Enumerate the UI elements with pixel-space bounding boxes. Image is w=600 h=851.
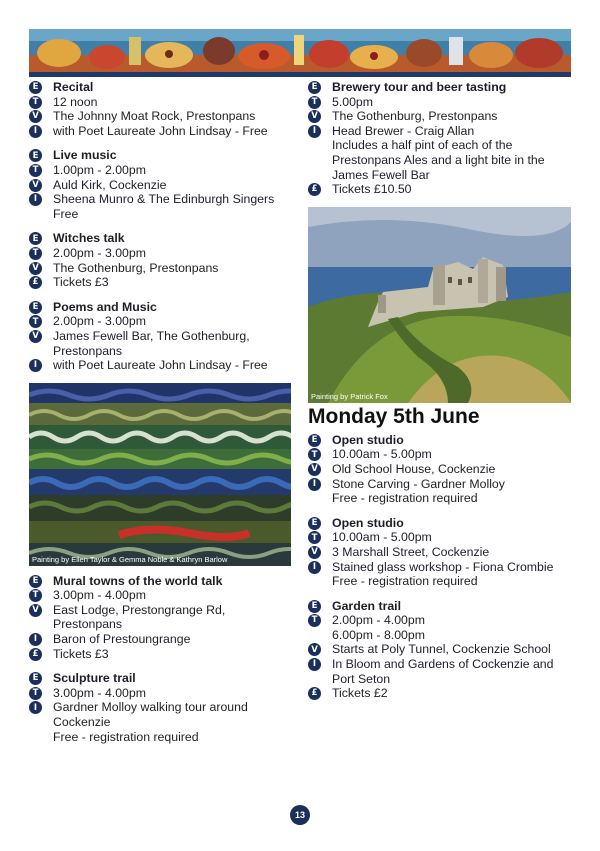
event-detail: 10.00am - 5.00pm xyxy=(332,530,432,545)
event-line xyxy=(308,433,573,448)
left-column xyxy=(29,80,297,754)
info-icon: I xyxy=(29,633,42,646)
event-icon: E xyxy=(308,517,321,530)
time-icon: T xyxy=(29,164,42,177)
venue-icon: V xyxy=(308,643,321,656)
time-icon: T xyxy=(308,614,321,627)
event-title: Open studio xyxy=(332,515,404,530)
event-detail: Gardner Molloy walking tour around Cockenzie Free - registration required xyxy=(53,700,248,744)
event-title: Live music xyxy=(53,148,117,163)
event-item xyxy=(29,231,297,289)
price-icon: £ xyxy=(308,183,321,196)
event-line xyxy=(29,95,297,110)
time-icon: T xyxy=(29,96,42,109)
event-line xyxy=(308,447,573,462)
event-detail: Stained glass workshop - Fiona Crombie Free - registration required xyxy=(332,559,554,589)
event-icon: E xyxy=(29,301,42,314)
event-detail: 2.00pm - 3.00pm xyxy=(53,314,146,329)
left-events-bottom xyxy=(29,574,297,745)
header-rule xyxy=(29,72,571,77)
event-line xyxy=(29,671,297,686)
event-line xyxy=(308,642,573,657)
info-icon: I xyxy=(308,478,321,491)
header-mural-banner xyxy=(29,29,571,72)
event-line xyxy=(308,124,573,182)
time-icon: T xyxy=(29,247,42,260)
event-line xyxy=(29,109,297,124)
event-detail: Tickets £3 xyxy=(53,275,109,290)
event-title: Garden trail xyxy=(332,598,402,613)
event-line xyxy=(29,124,297,139)
time-icon: T xyxy=(308,96,321,109)
event-icon: E xyxy=(308,81,321,94)
event-line xyxy=(29,246,297,261)
info-icon: I xyxy=(308,561,321,574)
event-line xyxy=(308,530,573,545)
event-line xyxy=(29,574,297,589)
price-icon: £ xyxy=(308,687,321,700)
venue-icon: V xyxy=(29,110,42,123)
event-line xyxy=(29,80,297,95)
info-icon: I xyxy=(29,193,42,206)
event-detail: Old School House, Cockenzie xyxy=(332,461,496,476)
time-icon: T xyxy=(308,448,321,461)
event-item xyxy=(29,300,297,373)
event-detail: 12 noon xyxy=(53,94,98,109)
event-icon: E xyxy=(29,672,42,685)
event-line xyxy=(308,109,573,124)
page-number: 13 xyxy=(290,805,310,825)
event-item xyxy=(29,574,297,662)
event-line xyxy=(308,613,573,642)
event-detail: The Gothenburg, Prestonpans xyxy=(53,260,219,275)
event-item xyxy=(29,671,297,744)
event-detail: with Poet Laureate John Lindsay - Free xyxy=(53,358,268,373)
event-line xyxy=(29,275,297,290)
event-title: Recital xyxy=(53,80,94,94)
event-line xyxy=(29,358,297,373)
event-line xyxy=(29,603,297,632)
castle-painting-image xyxy=(308,207,571,403)
event-icon: E xyxy=(29,232,42,245)
castle-painting-credit: Painting by Patrick Fox xyxy=(311,391,388,401)
event-line xyxy=(29,192,297,221)
event-icon: E xyxy=(29,81,42,94)
event-detail: Auld Kirk, Cockenzie xyxy=(53,177,167,192)
event-detail: 2.00pm - 4.00pm 6.00pm - 8.00pm xyxy=(332,613,425,642)
info-icon: I xyxy=(29,125,42,138)
event-item xyxy=(308,433,573,506)
venue-icon: V xyxy=(29,179,42,192)
right-events-bottom xyxy=(308,433,573,701)
event-line xyxy=(308,599,573,614)
event-line xyxy=(308,477,573,506)
event-detail: In Bloom and Gardens of Cockenzie and Port Seton xyxy=(332,657,554,686)
event-detail: Baron of Prestoungrange xyxy=(53,632,191,647)
event-line xyxy=(308,95,573,110)
event-icon: E xyxy=(29,149,42,162)
event-detail: Tickets £3 xyxy=(53,646,109,661)
event-title: Mural towns of the world talk xyxy=(53,573,223,588)
event-line xyxy=(308,80,573,95)
time-icon: T xyxy=(29,315,42,328)
event-line xyxy=(29,686,297,701)
event-line xyxy=(29,700,297,744)
event-detail: 1.00pm - 2.00pm xyxy=(53,162,146,177)
left-events-top xyxy=(29,80,297,373)
info-icon: I xyxy=(29,359,42,372)
venue-icon: V xyxy=(308,110,321,123)
event-line xyxy=(308,560,573,589)
venue-icon: V xyxy=(29,330,42,343)
event-line xyxy=(29,163,297,178)
venue-icon: V xyxy=(29,604,42,617)
info-icon: I xyxy=(308,658,321,671)
event-line xyxy=(308,686,573,701)
event-line xyxy=(29,261,297,276)
event-line xyxy=(308,462,573,477)
event-detail: Head Brewer - Craig Allan Includes a half pint of each of the Prestonpans Ales and a light bite in the James Fewell Bar xyxy=(332,123,545,182)
event-detail: with Poet Laureate John Lindsay - Free xyxy=(53,123,268,138)
event-item xyxy=(29,148,297,221)
event-icon: E xyxy=(308,600,321,613)
event-detail: East Lodge, Prestongrange Rd, Prestonpans xyxy=(53,602,226,632)
event-line xyxy=(308,182,573,197)
info-icon: I xyxy=(308,125,321,138)
event-item xyxy=(308,516,573,589)
event-item xyxy=(29,80,297,138)
event-line xyxy=(29,632,297,647)
event-detail: Tickets £10.50 xyxy=(332,182,412,197)
event-title: Brewery tour and beer tasting xyxy=(332,80,507,94)
event-item xyxy=(308,80,573,197)
event-detail: Tickets £2 xyxy=(332,686,388,701)
event-item xyxy=(308,599,573,701)
event-detail: Stone Carving - Gardner Molloy Free - registration required xyxy=(332,476,505,506)
event-detail: 3.00pm - 4.00pm xyxy=(53,588,146,603)
event-line xyxy=(29,588,297,603)
time-icon: T xyxy=(308,531,321,544)
time-icon: T xyxy=(29,589,42,602)
event-detail: Sheena Munro & The Edinburgh Singers Free xyxy=(53,192,275,221)
info-icon: I xyxy=(29,701,42,714)
event-icon: E xyxy=(308,434,321,447)
event-line xyxy=(29,148,297,163)
event-title: Witches talk xyxy=(53,231,125,246)
event-title: Poems and Music xyxy=(53,299,157,314)
event-icon: E xyxy=(29,575,42,588)
event-detail: 2.00pm - 3.00pm xyxy=(53,245,146,260)
right-events-top xyxy=(308,80,573,197)
price-icon: £ xyxy=(29,276,42,289)
event-detail: The Johnny Moat Rock, Prestonpans xyxy=(53,109,256,124)
venue-icon: V xyxy=(308,546,321,559)
event-line xyxy=(29,231,297,246)
venue-icon: V xyxy=(29,262,42,275)
event-line xyxy=(29,329,297,358)
mural-painting-image xyxy=(29,383,291,566)
event-line xyxy=(308,545,573,560)
time-icon: T xyxy=(29,687,42,700)
event-detail: The Gothenburg, Prestonpans xyxy=(332,109,498,124)
event-detail: 3 Marshall Street, Cockenzie xyxy=(332,544,490,559)
price-icon: £ xyxy=(29,648,42,661)
event-detail: 3.00pm - 4.00pm xyxy=(53,685,146,700)
event-detail: James Fewell Bar, The Gothenburg, Prestonpans xyxy=(53,328,250,358)
event-line xyxy=(29,178,297,193)
day-heading: Monday 5th June xyxy=(308,404,480,428)
event-title: Open studio xyxy=(332,432,404,447)
event-line xyxy=(29,314,297,329)
right-column xyxy=(308,80,573,711)
event-line xyxy=(308,516,573,531)
event-title: Sculpture trail xyxy=(53,671,136,686)
event-line xyxy=(308,657,573,686)
event-detail: 10.00am - 5.00pm xyxy=(332,447,432,462)
event-detail: Starts at Poly Tunnel, Cockenzie School xyxy=(332,642,551,657)
event-line xyxy=(29,300,297,315)
mural-painting-credit: Painting by Ellen Taylor & Gemma Noble & Kathryn Barlow xyxy=(32,554,228,564)
event-detail: 5.00pm xyxy=(332,94,374,109)
event-line xyxy=(29,647,297,662)
venue-icon: V xyxy=(308,463,321,476)
